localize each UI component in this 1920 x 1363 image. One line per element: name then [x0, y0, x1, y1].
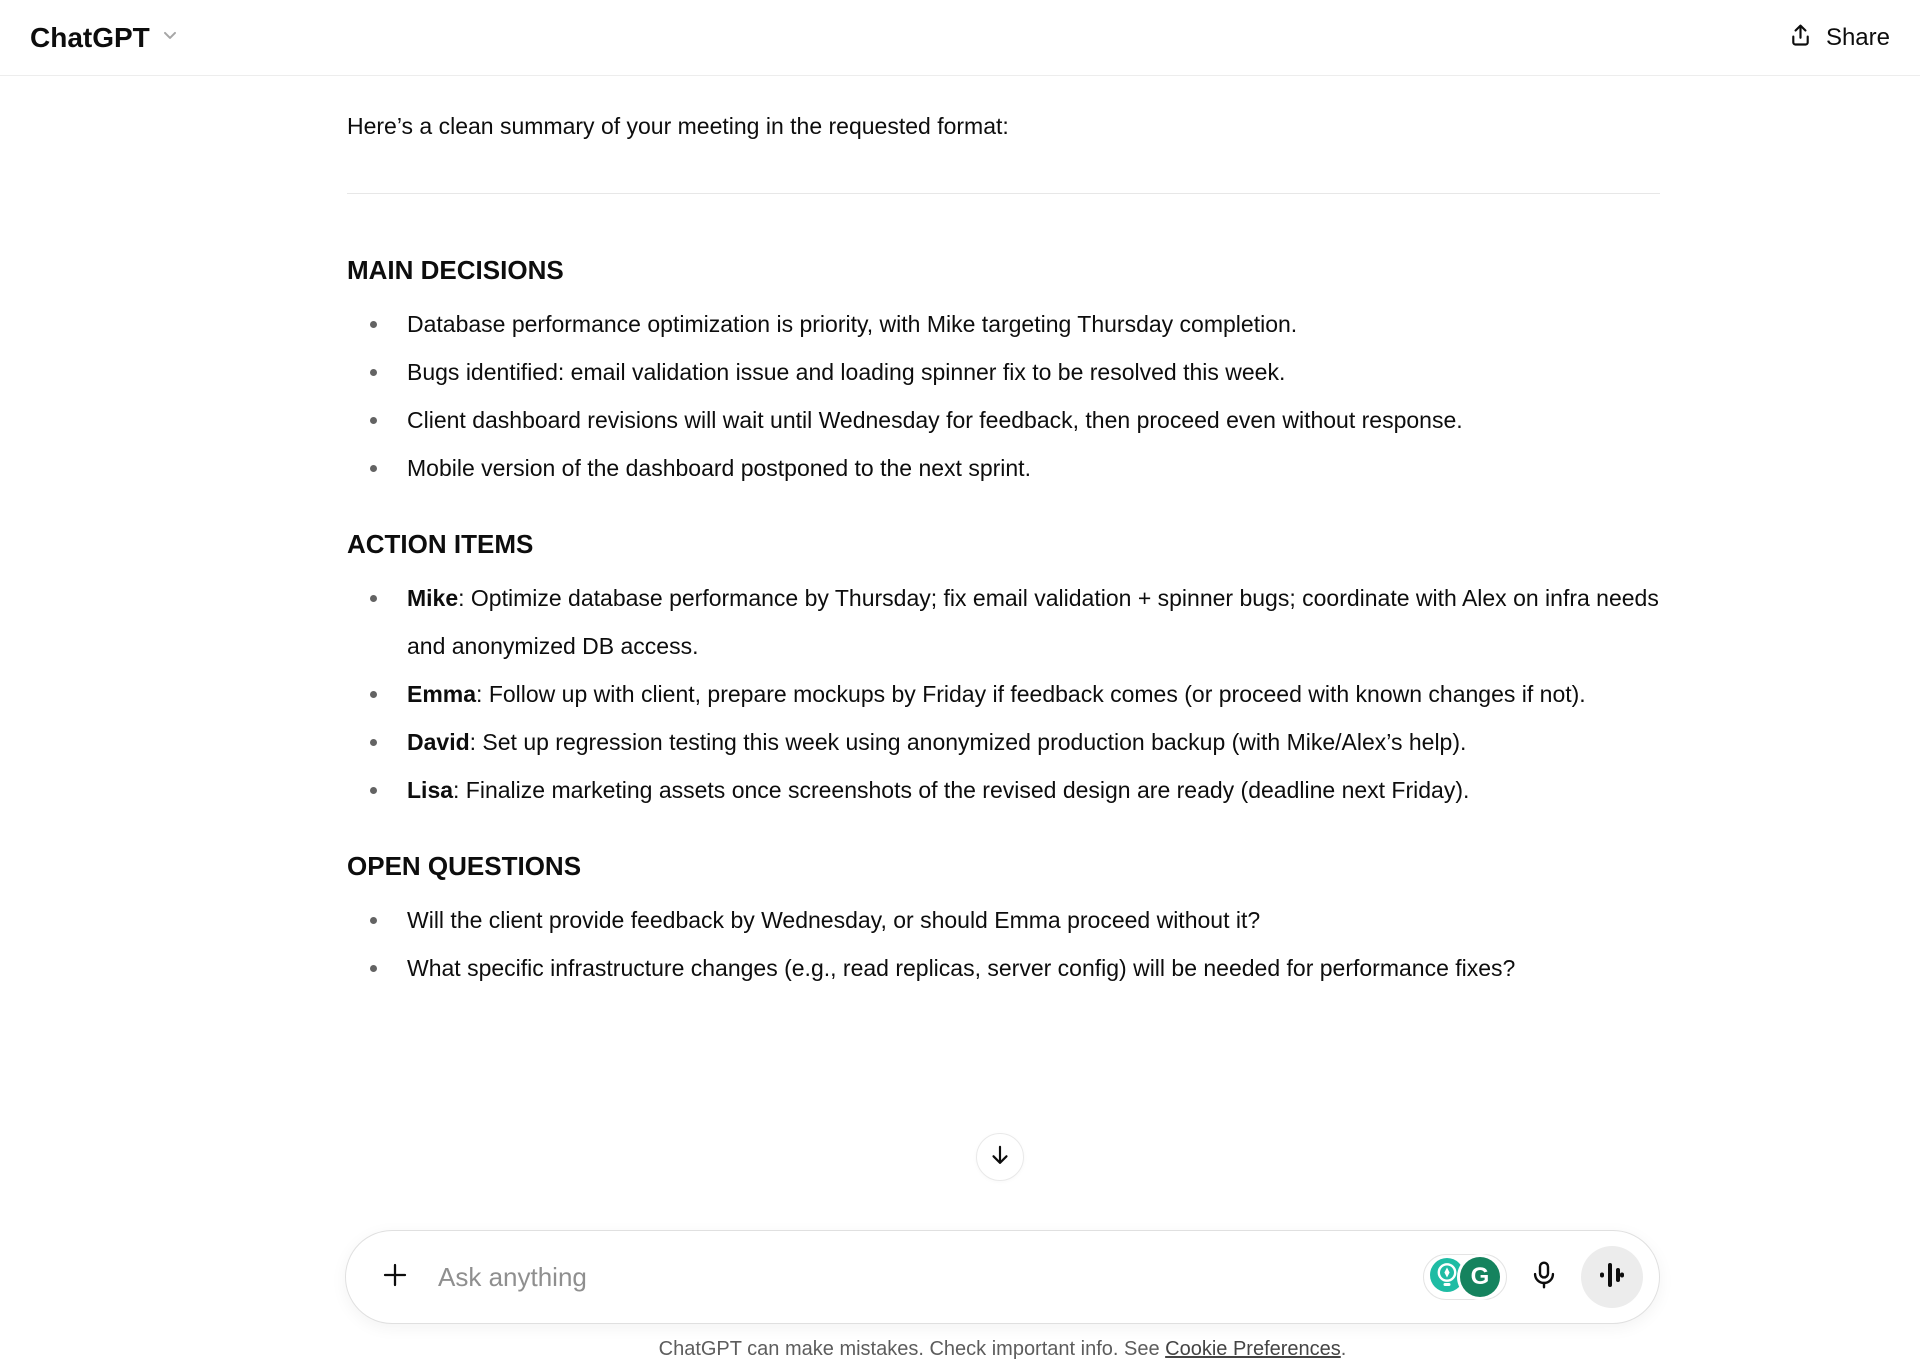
divider	[347, 193, 1660, 194]
voice-waveform-icon	[1595, 1258, 1629, 1297]
section-heading: OPEN QUESTIONS	[347, 851, 582, 881]
section-heading: MAIN DECISIONS	[347, 255, 564, 285]
list-item: Bugs identified: email validation issue and loading spinner fix to be resolved this week.	[347, 348, 1660, 396]
scroll-to-bottom-button[interactable]	[976, 1133, 1024, 1181]
message-body	[347, 218, 1660, 992]
composer	[345, 1230, 1660, 1324]
composer-actions	[1423, 1246, 1643, 1308]
share-button[interactable]	[1787, 22, 1890, 54]
arrow-down-icon	[987, 1142, 1013, 1173]
message-intro: Here’s a clean summary of your meeting in the requested format:	[347, 113, 1009, 139]
footer-suffix: .	[1340, 1338, 1347, 1360]
list-item: Mike: Optimize database performance by Thursday; fix email validation + spinner bugs; coordinate with Alex on infra needs and anonymized DB access.	[347, 574, 1660, 670]
section-heading: ACTION ITEMS	[347, 529, 534, 559]
attach-button[interactable]	[376, 1258, 414, 1296]
list-item: Database performance optimization is priority, with Mike targeting Thursday completion.	[347, 300, 1660, 348]
owner-name: Mike	[407, 585, 459, 611]
app-title: ChatGPT	[30, 21, 150, 53]
list-item: Lisa: Finalize marketing assets once screenshots of the revised design are ready (deadline next Friday).	[347, 766, 1660, 814]
list-item: What specific infrastructure changes (e.g., read replicas, server config) will be needed for performance fixes?	[347, 944, 1660, 992]
list-item: Will the client provide feedback by Wednesday, or should Emma proceed without it?	[347, 896, 1660, 944]
bullet-list	[347, 300, 1660, 492]
list-item: Client dashboard revisions will wait until Wednesday for feedback, then proceed even without response.	[347, 396, 1660, 444]
chevron-down-icon	[160, 25, 180, 50]
share-icon	[1787, 22, 1814, 54]
voice-mode-button[interactable]	[1581, 1246, 1643, 1308]
list-item: David: Set up regression testing this week using anonymized production backup (with Mike/Alex’s help).	[347, 718, 1660, 766]
top-bar	[0, 0, 1920, 76]
footer-text: ChatGPT can make mistakes. Check important info. See	[658, 1338, 1166, 1360]
owner-name: Emma	[407, 681, 477, 707]
owner-name: Lisa	[407, 777, 454, 803]
footer-disclaimer	[345, 1336, 1660, 1362]
assistant-message	[347, 76, 1660, 992]
plus-icon	[379, 1259, 411, 1296]
grammarly-g-icon: G	[1460, 1257, 1500, 1297]
cookie-preferences-link[interactable]: Cookie Preferences	[1165, 1338, 1341, 1360]
list-item: Emma: Follow up with client, prepare mockups by Friday if feedback comes (or proceed with known changes if not).	[347, 670, 1660, 718]
bullet-list	[347, 896, 1660, 992]
model-switcher-dropdown[interactable]	[30, 22, 180, 54]
share-label: Share	[1825, 23, 1890, 51]
message-input[interactable]	[438, 1262, 1423, 1293]
bullet-list	[347, 574, 1660, 814]
list-item: Mobile version of the dashboard postponed to the next sprint.	[347, 444, 1660, 492]
grammarly-widget[interactable]	[1423, 1254, 1507, 1300]
owner-name: David	[407, 729, 470, 755]
dictate-button[interactable]	[1527, 1260, 1561, 1294]
microphone-icon	[1528, 1259, 1560, 1296]
